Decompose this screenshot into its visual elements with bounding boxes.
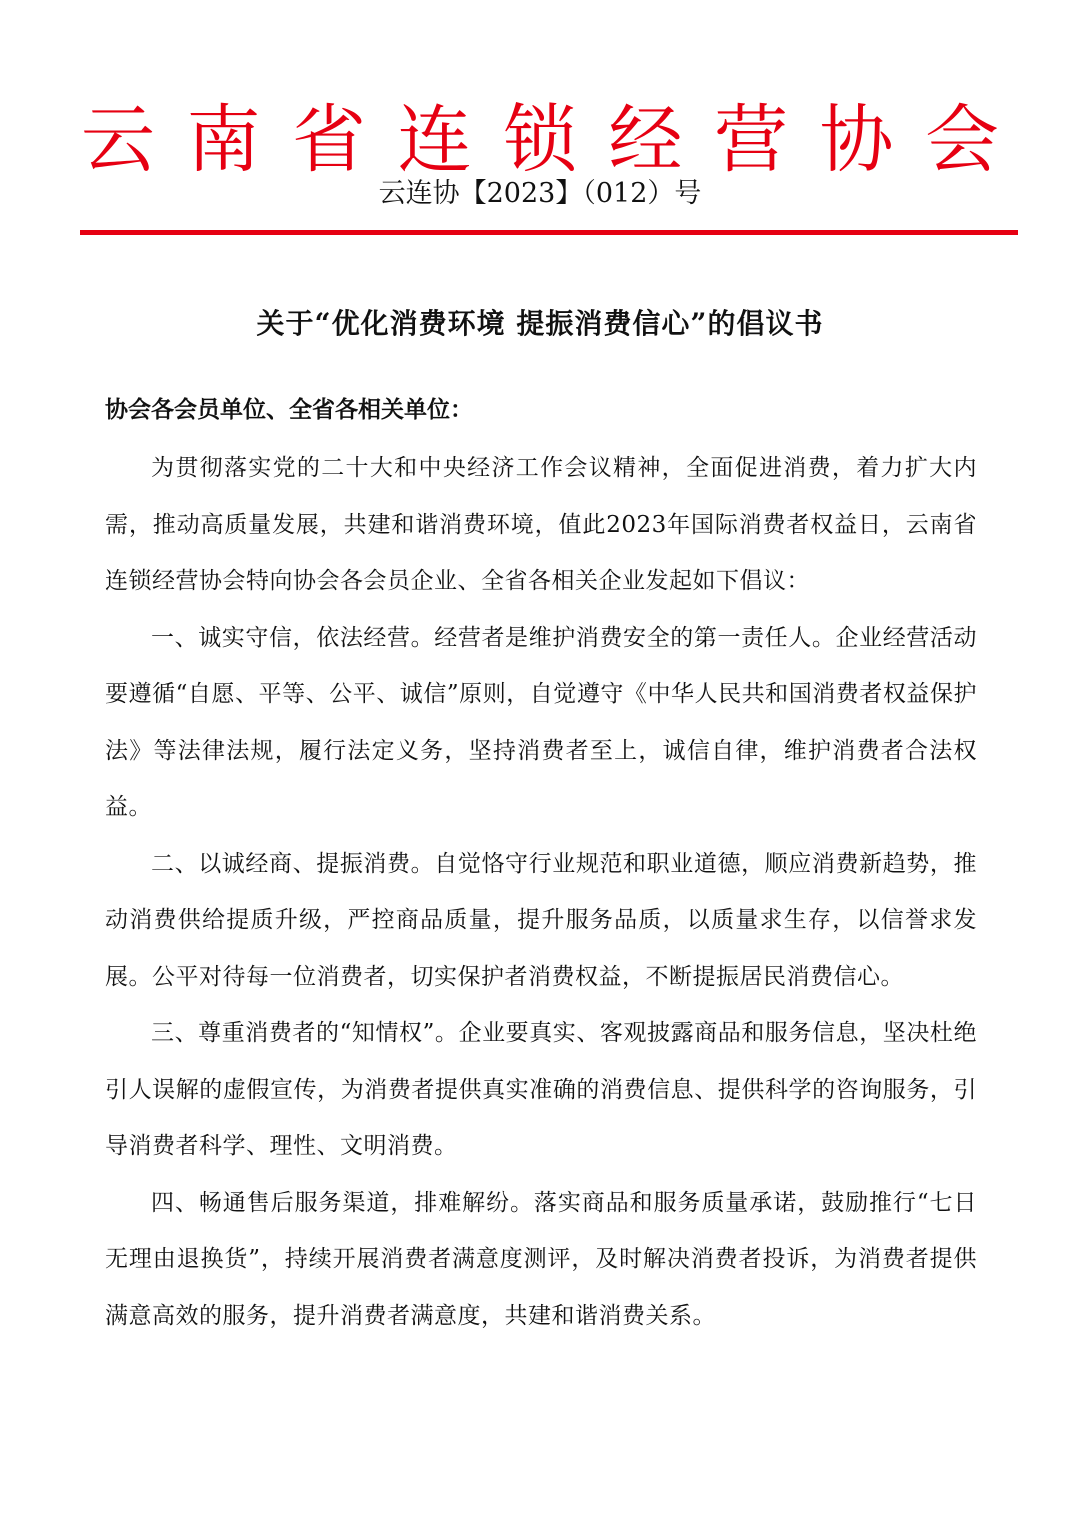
org-title-char: 锁 <box>503 97 577 183</box>
org-title-char: 连 <box>397 97 472 183</box>
org-title-char: 省 <box>292 97 366 183</box>
org-title-char: 经 <box>608 97 683 183</box>
org-title-char: 会 <box>925 97 999 183</box>
body-paragraph: 二、以诚经商、提振消费。自觉恪守行业规范和职业道德，顺应消费新趋势，推动消费供给提质升级，严控商品质量，提升服务品质，以质量求生存，以信誉求发展。公平对待每一位消费者，切实保护者消费权益，不断提振居民消费信心。 <box>105 850 977 990</box>
body-paragraph: 为贯彻落实党的二十大和中央经济工作会议精神，全面促进消费，着力扩大内需，推动高质量发展，共建和谐消费环境，值此2023年国际消费者权益日，云南省连锁经营协会特向协会各会员企业、全省各相关企业发起如下倡议： <box>105 455 977 594</box>
body-paragraph: 三、尊重消费者的“知情权”。企业要真实、客观披露商品和服务信息，坚决杜绝引人误解的虚假宣传，为消费者提供真实准确的消费信息、提供科学的咨询服务，引导消费者科学、理性、文明消费。 <box>105 1020 977 1159</box>
org-title-char: 营 <box>714 97 788 183</box>
document-body <box>105 440 977 1344</box>
org-title-char: 云 <box>81 97 155 183</box>
document-title: 关于“优化消费环境 提振消费信心”的倡议书 <box>256 307 824 340</box>
document-number: 云连协【2023】（012）号 <box>378 178 702 209</box>
salutation: 协会各会员单位、全省各相关单位： <box>105 396 473 423</box>
org-title-char: 南 <box>186 97 261 183</box>
body-paragraph: 一、诚实守信，依法经营。经营者是维护消费安全的第一责任人。企业经营活动要遵循“自愿、平等、公平、诚信”原则，自觉遵守《中华人民共和国消费者权益保护法》等法律法规，履行法定义务，坚持消费者至上，诚信自律，维护消费者合法权益。 <box>105 624 977 820</box>
header-divider <box>80 230 1018 235</box>
body-paragraph: 四、畅通售后服务渠道，排难解纷。落实商品和服务质量承诺，鼓励推行“七日无理由退换货”，持续开展消费者满意度测评，及时解决消费者投诉，为消费者提供满意高效的服务，提升消费者满意度，共建和谐消费关系。 <box>105 1189 977 1329</box>
org-title-char: 协 <box>819 97 894 183</box>
